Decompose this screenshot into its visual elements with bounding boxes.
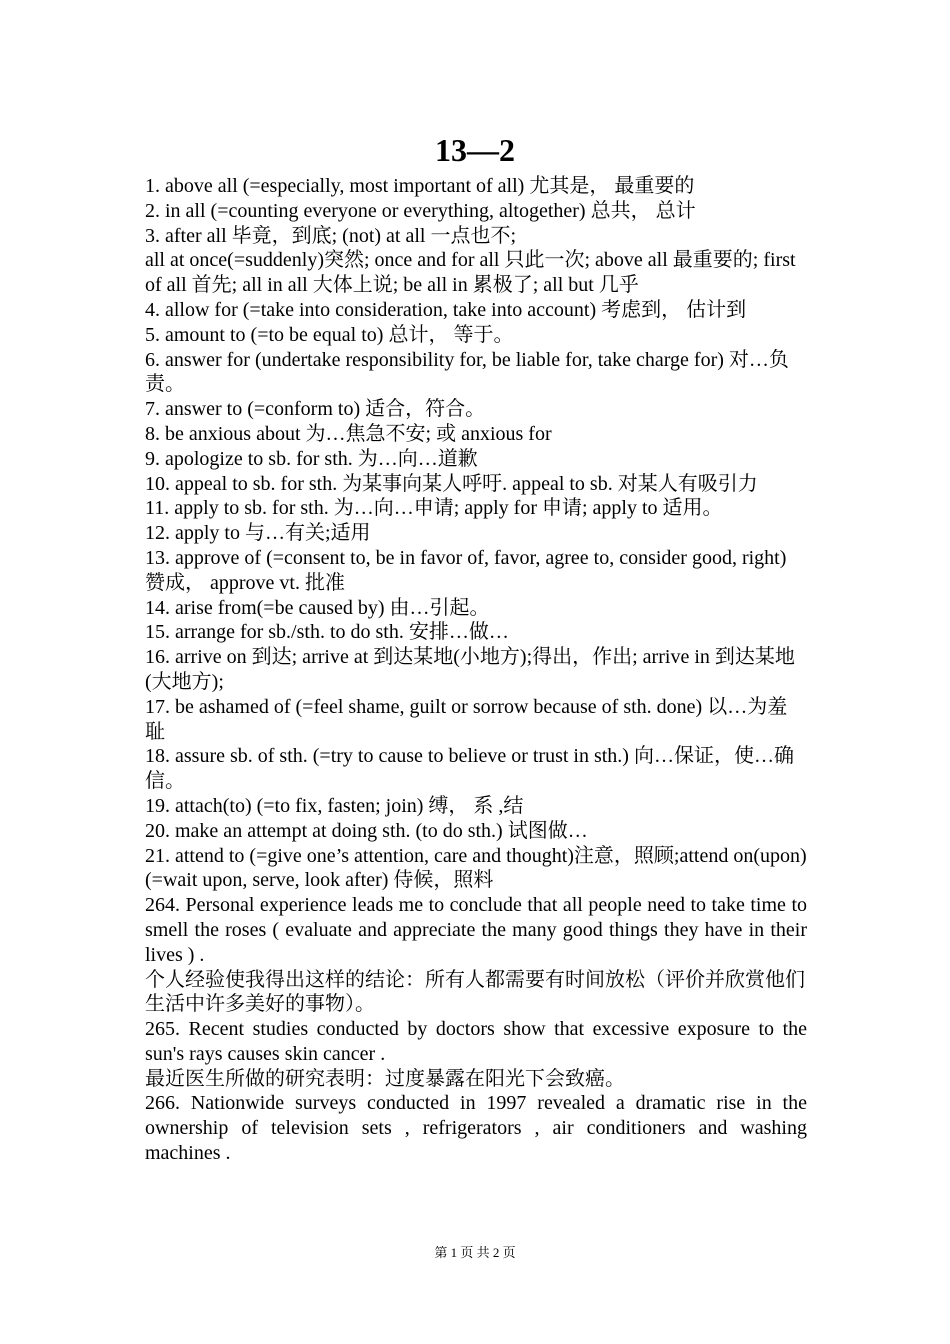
phrase-entry: 13. approve of (=consent to, be in favor of, favor, agree to, consider good, right) 赞成， approve vt. 批准 <box>145 546 787 594</box>
phrase-entry: 9. apologize to sb. for sth. 为…向…道歉 <box>145 447 478 470</box>
phrase-entry: 21. attend to (=give one’s attention, care and thought)注意，照顾;attend on(upon)(=wait upon, serve, look after) 侍候，照料 <box>145 844 807 892</box>
phrase-entry: 3. after all 毕竟，到底; (not) at all 一点也不; <box>145 224 517 247</box>
sentence-chinese: 个人经验使我得出这样的结论：所有人都需要有时间放松（评价并欣赏他们生活中许多美好的事物）。 <box>145 968 805 1016</box>
phrase-entry: 19. attach(to) (=to fix, fasten; join) 缚， 系 ,结 <box>145 794 524 817</box>
phrase-entry: 18. assure sb. of sth. (=try to cause to believe or trust in sth.) 向…保证，使…确信。 <box>145 745 794 793</box>
sentence-english: 265. Recent studies conducted by doctors show that excessive exposure to the sun's rays causes skin cancer . <box>145 1018 807 1065</box>
phrase-entry: 7. answer to (=conform to) 适合，符合。 <box>145 398 486 421</box>
content-body <box>145 174 807 1166</box>
phrase-entry: 11. apply to sb. for sth. 为…向…申请; apply for 申请; apply to 适用。 <box>145 497 723 520</box>
phrase-entry: 15. arrange for sb./sth. to do sth. 安排…做… <box>145 621 509 644</box>
page-title: 13—2 <box>435 132 515 168</box>
sentence-english: 264. Personal experience leads me to conclude that all people need to take time to smell the roses ( evaluate and appreciate the many good things they have in their lives ) . <box>145 894 807 966</box>
sentence-english: 266. Nationwide surveys conducted in 1997 revealed a dramatic rise in the ownership of television sets , refrigerators , air conditioners and washing machines . <box>145 1092 807 1165</box>
phrase-entry: 16. arrive on 到达; arrive at 到达某地(小地方);得出，作出; arrive in 到达某地(大地方); <box>145 646 795 693</box>
phrase-entry: 8. be anxious about 为…焦急不安; 或 anxious for <box>145 422 552 445</box>
phrase-entry: 1. above all (=especially, most important of all) 尤其是， 最重要的 <box>145 175 695 197</box>
phrase-entry: 6. answer for (undertake responsibility for, be liable for, take charge for) 对…负责。 <box>145 348 789 396</box>
phrase-entry: 2. in all (=counting everyone or everything, altogether) 总共， 总计 <box>145 199 696 222</box>
phrase-entry: all at once(=suddenly)突然; once and for all 只此一次; above all 最重要的; first of all 首先; all in all 大体上说; be all in 累极了; all but 几乎 <box>145 249 796 297</box>
phrase-entry: 10. appeal to sb. for sth. 为某事向某人呼吁. appeal to sb. 对某人有吸引力 <box>145 472 758 495</box>
phrase-entry: 20. make an attempt at doing sth. (to do sth.) 试图做… <box>145 819 588 842</box>
phrase-entry: 14. arise from(=be caused by) 由…引起。 <box>145 596 490 619</box>
sentence-chinese: 最近医生所做的研究表明：过度暴露在阳光下会致癌。 <box>145 1067 625 1090</box>
phrase-entry: 17. be ashamed of (=feel shame, guilt or sorrow because of sth. done) 以…为羞耻 <box>145 695 788 743</box>
page-footer: 第 1 页 共 2 页 <box>434 1245 516 1260</box>
phrase-entry: 12. apply to 与…有关;适用 <box>145 522 371 545</box>
phrase-entry: 4. allow for (=take into consideration, take into account) 考虑到， 估计到 <box>145 298 747 321</box>
phrase-entry: 5. amount to (=to be equal to) 总计， 等于。 <box>145 323 514 346</box>
